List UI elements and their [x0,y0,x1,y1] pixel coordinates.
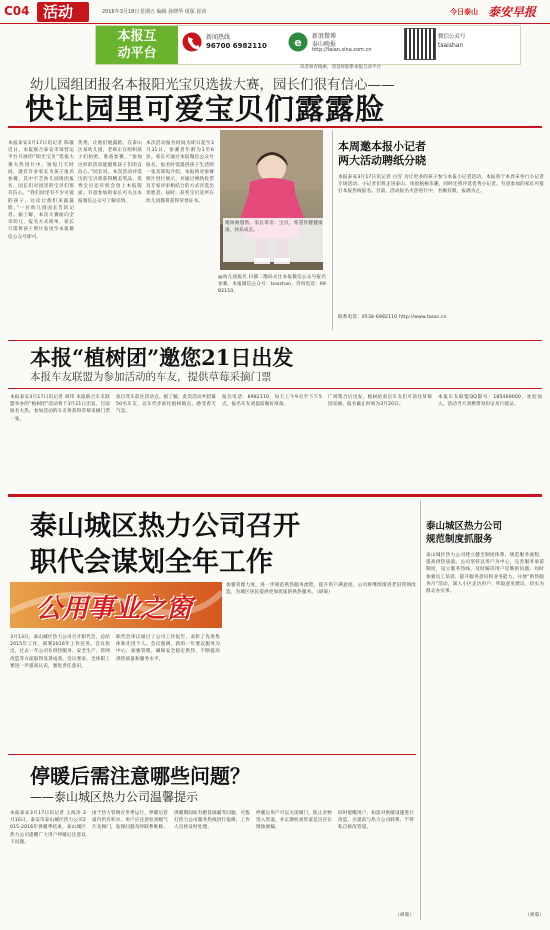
hotline-label: 新闻热线 [206,34,231,41]
story2-body-col1: 本报泰安3月17日讯记者 胡伟 本报联合车友联盟举办的“植树团”活动将于3月21日出发，目前报名火热。参加活动的车友将获得草莓采摘门票一张。 [10,395,110,422]
story3-body-col3: 加强管理力度，进一步规范供热服务流程，提升用户满意度。公司将继续推进老旧管网改造，为城区居民提供更加优质的供热服务。（胡菊） [226,583,416,596]
story3-headline-line2: 职代会谋划全年工作 [30,547,273,578]
wechat-label: 微信公众号 [438,34,466,40]
sidebar1-body: 本报泰安3月17日讯记者 白雪 为让更多的孩子参与本报小记者活动，本报将于本周末举行小记者专场活动。小记者们将走进泰山，体验植树乐趣，同时还将评选优秀小记者。有意参加的家长可拨打本报热线报名。目前，活动报名火热进行中，名额有限，报满为止。 [338,175,544,195]
sidebar1 [338,140,544,340]
story4-body-col1: 本报泰安3月17日讯记者 王海涛 3月16日，泰安市泰山城区热力公司2015-2016年供暖季结束，泰山城区热力公司提醒广大用户停暖后注意以下问题。 [10,811,86,845]
story2-subhead: 本报车友联盟为参加活动的车友，提供草莓采摘门票 [30,371,272,383]
story3-body-col2: 职代会审议通过了公司工作报告，表彰了先进集体和先进个人。会议强调，新的一年要以服务为中心，加强管理，确保安全稳定供热，不断提高供热质量和服务水平。 [116,635,220,662]
date-line: 2016年3月18日 [102,9,140,15]
story3-sidebar-divider [420,500,421,920]
newspaper-brand: 泰安早报 [488,5,537,19]
sidebar3-headline-line2: 规范制度抓服务 [426,534,493,545]
svg-text:e: e [294,36,302,49]
public-utility-logo [10,582,222,628]
story2-body-col5: 本报车友联盟QQ群号：185469000，欢迎加入。活动当天请携带身份证及行驶证。 [438,395,542,408]
editor-line: 星期五 编辑 孙晓华 组版 崔涛 [140,9,207,15]
wechat-block[interactable] [404,28,518,60]
sidebar1-headline-line2: 两大活动聘纸分晓 [338,154,426,167]
story2-body-col3: 报名电话：6982110，每天上午9点至下午5点。报名车友请提前做好准备。 [222,395,322,408]
weibo-account: 泰山晚报 [312,41,337,48]
story4-headline: 停暖后需注意哪些问题？ [30,764,250,788]
story1-photo-caption: 她叫曲悠然，家长寄语：宝贝，希望你健健康康，快乐成长。 [223,218,325,262]
wechat-account: tsaishan [438,42,464,49]
logo-text: 公用事业之窗 [36,594,193,624]
story2-headline: 本报“植树团”邀您21日出发 [30,345,294,370]
sidebar3-body: 泰山城区热力公司建立健全制度体系，规范服务流程，提高供热质量。公司坚持以用户为中心，完善服务承诺制度，设立服务热线，及时解决用户反映的问题。同时加强员工培训，提升服务意识和业务能力，开展“供热服务月”活动，深入小区走访用户，听取意见建议，切实为群众办实事。 [426,553,544,595]
story2-body-col2: 张自驾车前往活动点。据了解，此次活动共招募50名车友，以车代步前往植树地点，感受春天气息。 [116,395,216,415]
story1-headline: 快让园里可爱宝贝们露露脸 [25,92,386,126]
story3-top-rule [8,494,542,497]
interaction-banner [95,25,521,65]
story4-body-col4: 停暖后用户可以关闭阀门，防止杂物进入管道，并定期检查管道是否存在锈蚀渗漏。 [256,811,332,831]
story4-body-col5: 同时提醒用户，如需对供暖设施进行改造，应提前与热力公司联系，不得私自拆改管道。 [338,811,414,831]
phone-icon [182,32,202,52]
story4-body-col3: 供暖期间如有跑冒滴漏等问题，可拨打热力公司服务热线进行报修，工作人员将及时处理。 [174,811,250,831]
story2-body-col4: 广场集合后出发，植树结束后车友们可前往草莓园采摘。报名截止时间为3月20日。 [328,395,432,408]
story4-body-col2: 由于热力管网在冬季运行，停暖后管道内仍有积水，用户应注意检查暖气片及阀门，发现问题及时联系维修。 [92,811,168,831]
story3-headline-line1: 泰山城区热力公司召开 [30,511,300,542]
story1-top-rule [8,126,542,128]
section-label: 活动 [43,3,74,21]
newspaper-name-small: 今日泰山 [450,8,478,16]
story1-body-col1: 本报泰安3月17日讯记者 陈敏 近日，本报联合泰安市场营运平台开展的“阳光宝贝”选拔大赛火热进行中，短短几天时间，就有许多家长为孩子报名参赛，其中不乏幼儿园组团报名，园长们对园里的宝贝们很有信心。“我们园里有不少可爱的孩子，这次让他们来露露脸。”一位幼儿园园长告诉记者。据了解，本次大赛面向全市幼儿，报名方式简单，家长只需将孩子照片发送至本报微信公众号即可。 [8,141,74,240]
story1-body-col2: 优秀，让他们展露脸。在泰山区某幼儿园，老师正在组织孩子们拍照，准备参赛。“参加这样的活动能锻炼孩子们的自信心。”园长说。本次活动评选出的宝贝将获得精美奖品，优秀宝贝还有机会登上本报版面。有意参加的家长可关注本报微信公众号了解详情。 [78,141,142,204]
hotline-block[interactable] [182,30,282,58]
weibo-url: http://taian.sina.com.cn [312,47,372,53]
story1-body-col3: 本次活动报名时间为即日起至3月31日，参赛者年龄为1至6岁。家长可通过本报微信公众号报名，报名时需提供孩子生活照一张及简短介绍。本报将对参赛照片进行展示，并通过网络投票及专家评审相结合的方式评选出优胜者。届时，获奖宝贝及所在幼儿园都将获得荣誉证书。 [146,141,214,204]
banner-tagline: 读者如有线索，请及时联系本报互动平台 [300,65,381,70]
story4-top-rule [8,754,416,755]
qr-code-graphic [222,148,223,149]
sidebar1-contact: 联系电话：0538-6982110 http://www.taian.cn [338,315,447,320]
wechat-qr-code [404,28,436,60]
sidebar3-headline-line1: 泰山城区热力公司 [426,521,503,532]
story1-qr-caption: @幼儿园报名 扫描二维码关注本报微信公众号报名参赛。本报微信公众号：tsaishan。咨询电话：6982110。 [218,275,326,295]
banner-title-block [96,26,178,64]
banner-title-line1: 本报互 [117,29,157,44]
story2-sub-rule [8,388,542,389]
weibo-block[interactable] [288,30,398,58]
sidebar3 [426,520,544,925]
section-tab [37,2,89,22]
page-number: C04 [4,4,30,18]
story4-subhead: ——泰山城区热力公司温馨提示 [30,790,199,804]
hotline-numbers: 96700 6982110 [206,42,267,50]
weibo-icon [288,32,308,52]
story1-sidebar-divider [332,130,333,330]
sidebar1-headline-line1: 本周邀本报小记者 [338,140,426,153]
masthead-rule [0,23,550,24]
banner-title-line2: 动平台 [117,46,157,61]
masthead [0,0,550,22]
story1-kicker: 幼儿园组团报名本报阳光宝贝选拔大赛，园长们很有信心—— [30,77,395,93]
sidebar3-byline: （胡菊） [525,913,544,918]
story4-byline: （胡菊） [395,913,414,918]
story3-body-col1: 3月13日，泰山城区热力公司召开职代会，总结2015年工作，部署2016年工作任务。会议指出，过去一年公司在供热服务、安全生产、管网改造等方面取得显著成效。会议要求，全体职工要进一步提高认识，强化责任意识。 [10,635,110,669]
story2-top-rule [8,340,542,341]
weibo-label: 新浪微博 [312,33,337,40]
